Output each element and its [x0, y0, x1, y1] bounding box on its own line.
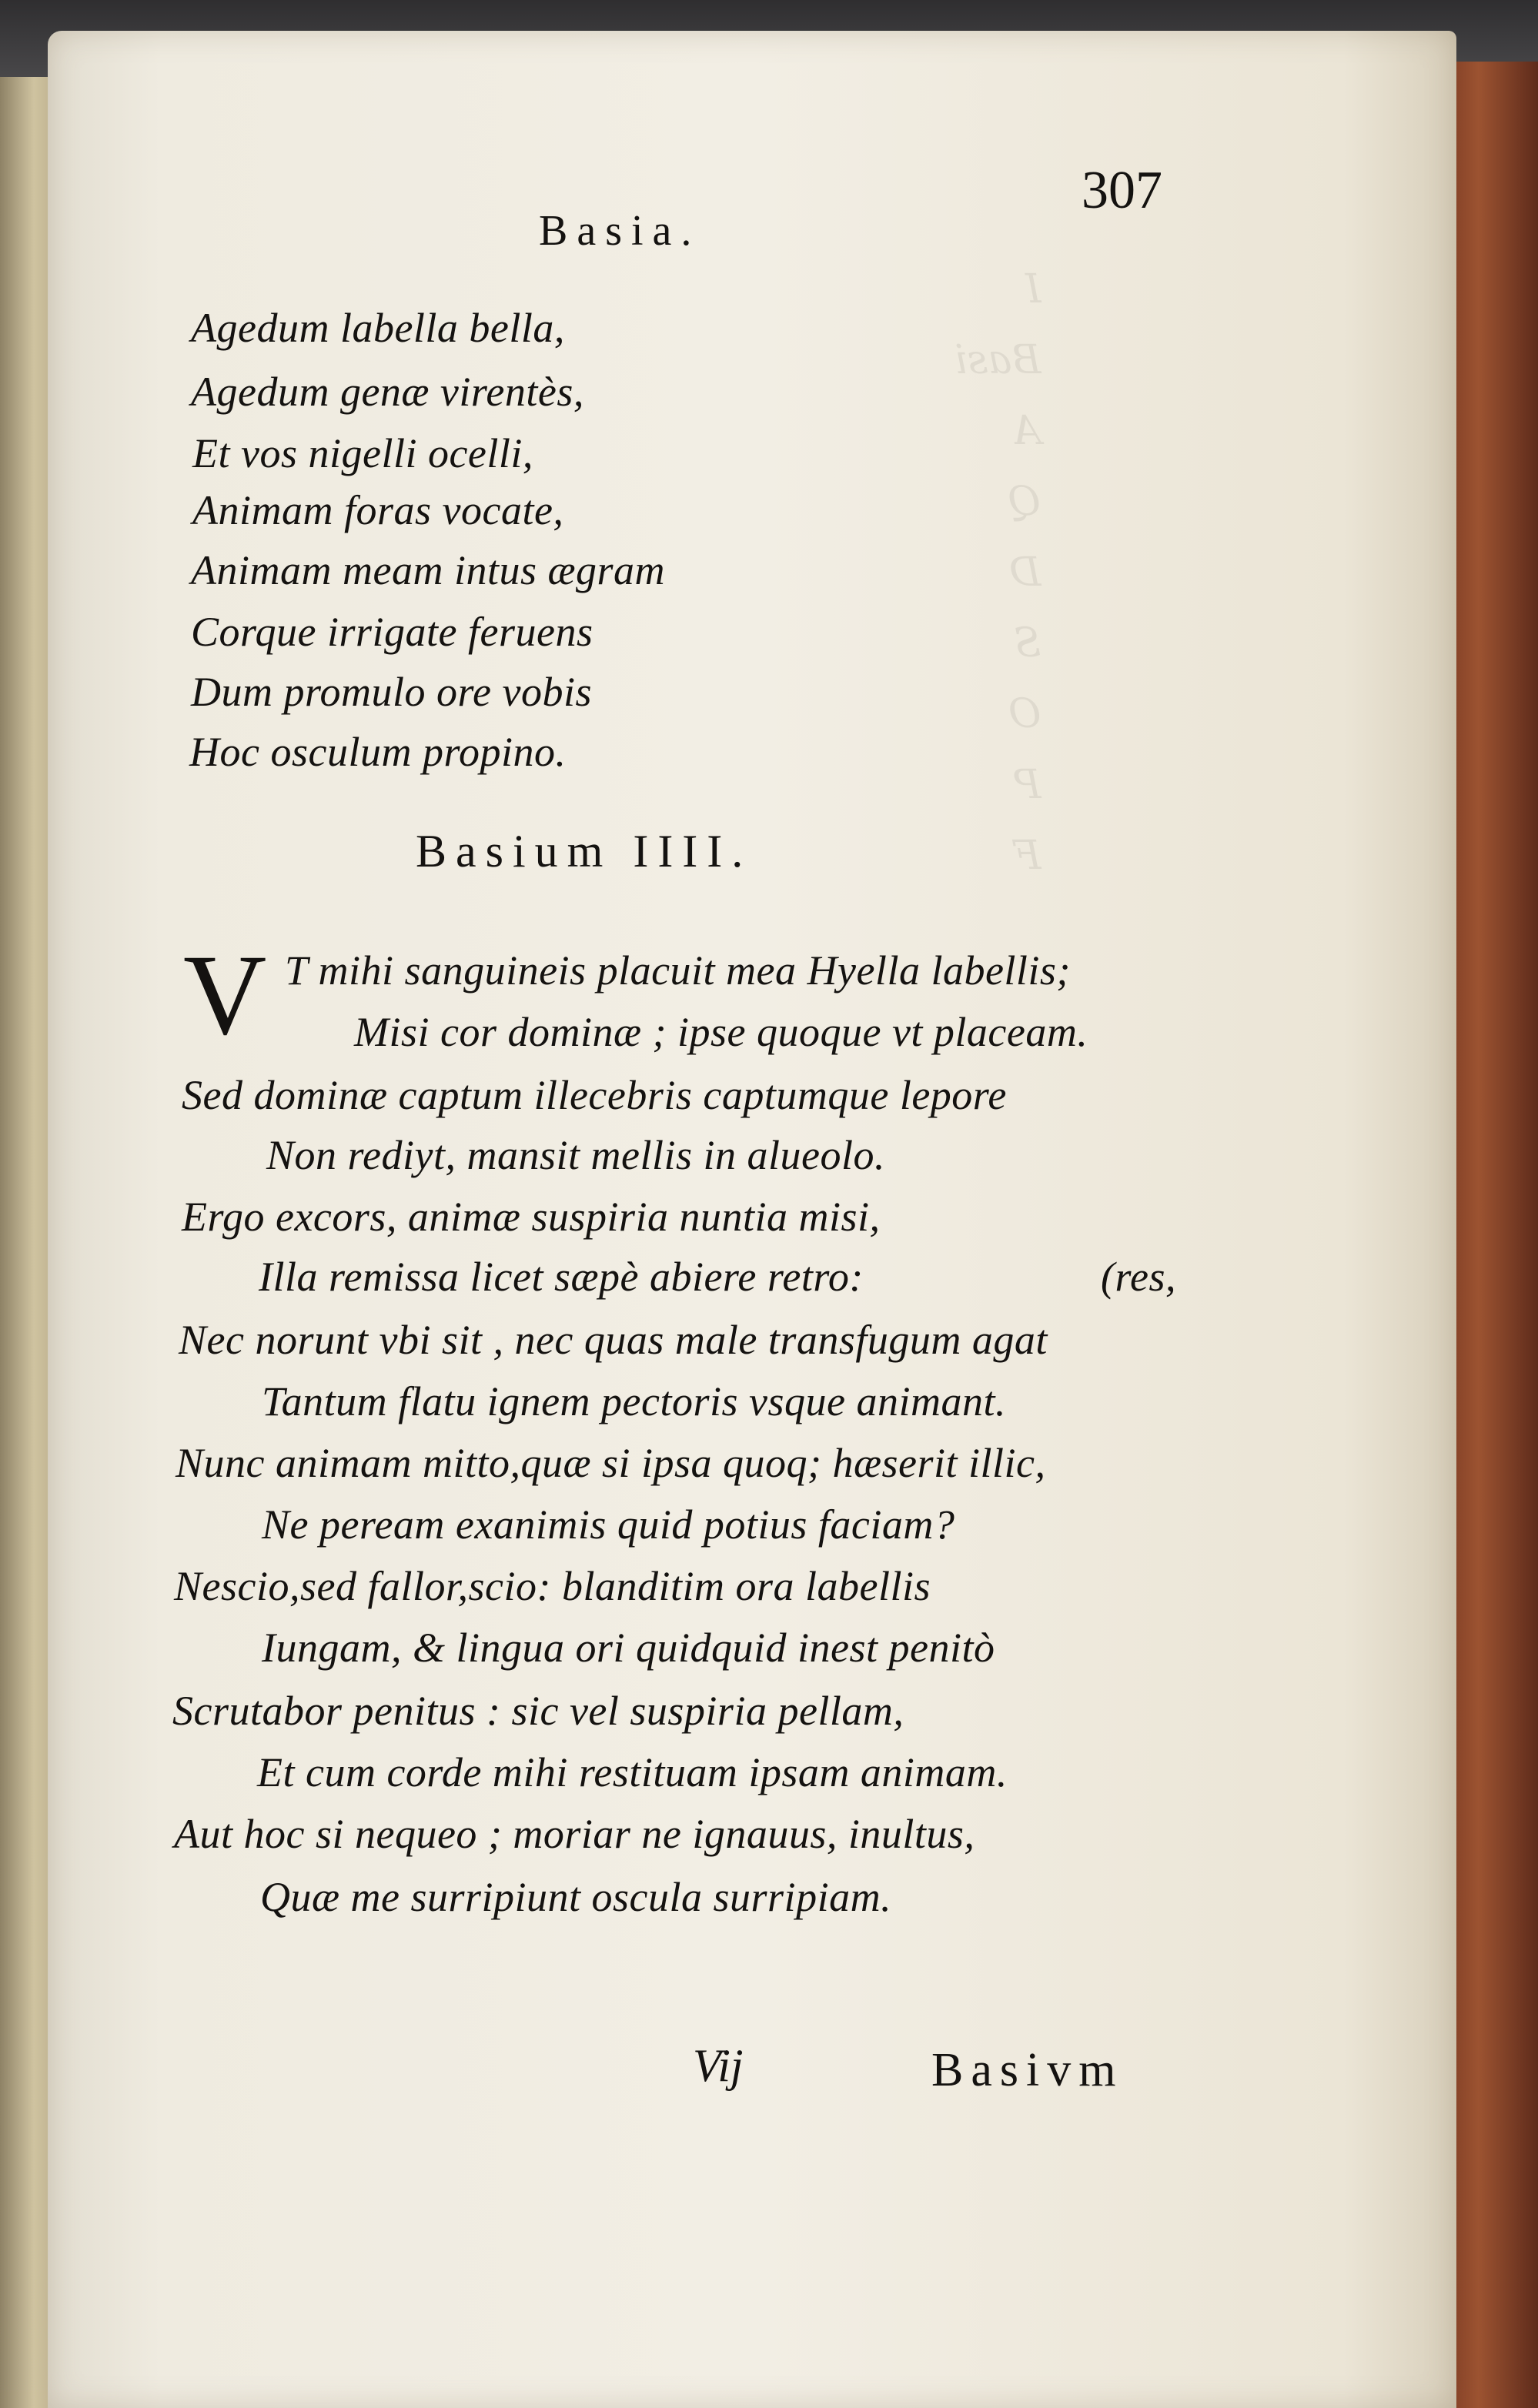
drop-cap: V	[183, 931, 267, 1059]
signature-mark: Vij	[693, 2040, 744, 2091]
poem-line: Illa remissa licet sæpè abiere retro:	[259, 1254, 864, 1300]
poem-line: Ergo excors, animæ suspiria nuntia misi,	[182, 1194, 881, 1240]
poem-line: Ne peream exanimis quid potius faciam?	[262, 1501, 955, 1548]
poem-first-line: T mihi sanguineis placuit mea Hyella labellis;	[285, 947, 1071, 994]
poem-line: Nescio,sed fallor,scio: blanditim ora labellis	[174, 1563, 931, 1609]
poem-line: Aut hoc si nequeo ; moriar ne ignauus, inultus,	[174, 1811, 975, 1857]
poem-line: Nec norunt vbi sit , nec quas male transfugum agat	[179, 1317, 1048, 1363]
poem-line: Quæ me surripiunt oscula surripiam.	[260, 1874, 892, 1920]
poem-line: Et cum corde mihi restituam ipsam animam.	[257, 1749, 1008, 1795]
poem-line: Tantum flatu ignem pectoris vsque animant.	[262, 1378, 1006, 1424]
poem-line: Misi cor dominæ ; ipse quoque vt placeam.	[354, 1009, 1088, 1055]
catchword: Basivm	[931, 2044, 1124, 2096]
poem-line: Scrutabor penitus : sic vel suspiria pellam,	[172, 1688, 904, 1734]
poem-line: Agedum genæ virentès,	[191, 369, 584, 415]
running-header: Basia.	[539, 207, 701, 255]
section-heading: Basium IIII.	[416, 826, 753, 877]
show-through-text: I Basi A Q D S O P F	[955, 266, 1041, 879]
poem-line: Animam meam intus ægram	[191, 547, 665, 593]
poem-line: Hoc osculum propino.	[189, 729, 567, 775]
poem-line: Corque irrigate feruens	[191, 609, 593, 655]
poem-line: Animam foras vocate,	[192, 487, 564, 533]
poem-line: Iungam, & lingua ori quidquid inest penitò	[262, 1625, 995, 1671]
poem-line: Et vos nigelli ocelli,	[192, 430, 533, 476]
poem-line: Nunc animam mitto,quæ si ipsa quoq; hæserit illic,	[176, 1440, 1046, 1486]
page-number: 307	[1082, 161, 1162, 220]
poem-line: Dum promulo ore vobis	[191, 669, 592, 715]
turnover-text: (res,	[1101, 1254, 1176, 1300]
poem-line: Agedum labella bella,	[191, 305, 565, 351]
poem-line: Sed dominæ captum illecebris captumque lepore	[182, 1072, 1007, 1118]
poem-line: Non rediyt, mansit mellis in alueolo.	[266, 1132, 885, 1178]
